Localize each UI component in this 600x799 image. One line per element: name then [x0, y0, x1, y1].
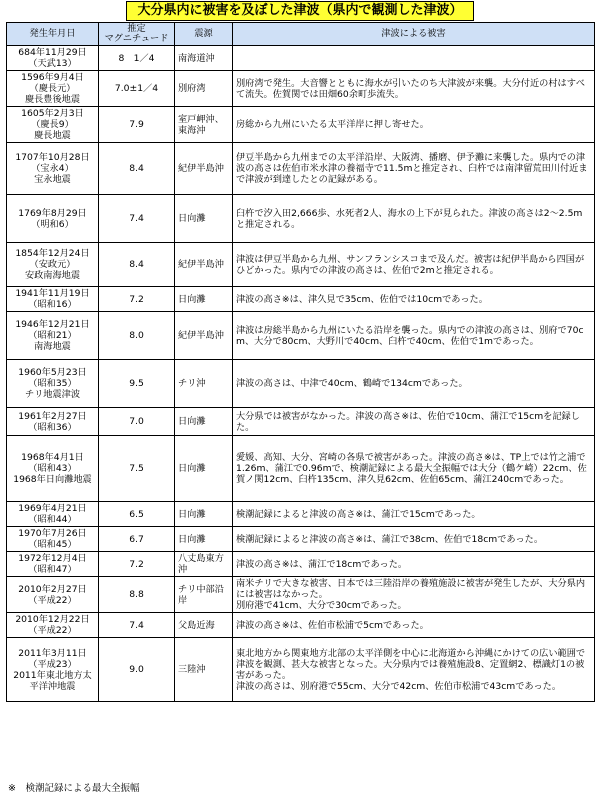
magnitude-cell: 7.0±1／4	[99, 71, 175, 107]
date-cell	[7, 408, 99, 436]
date-line: 1605年2月3日	[21, 108, 84, 119]
table-row	[7, 71, 595, 107]
table-row	[7, 195, 595, 243]
date-line: 1969年4月21日	[18, 503, 87, 514]
date-line: （昭和43）	[28, 463, 77, 474]
source-cell: 室戸岬沖、 東海沖	[175, 107, 233, 143]
date-line: （昭和45）	[28, 539, 77, 550]
damage-cell: 津波は伊豆半島から九州、サンフランシスコまで及んだ。被害は紀伊半島から四国がひどかった。県内での津波の高さは、佐伯で2mと推定される。	[233, 243, 595, 287]
damage-cell: 津波の高さ※は、佐伯市松浦で5cmであった。	[233, 613, 595, 638]
date-line: 1972年12月4日	[18, 553, 87, 564]
source-cell: 日向灘	[175, 502, 233, 527]
date-line: （平成23）	[28, 658, 77, 670]
date-cell	[7, 638, 99, 702]
date-cell	[7, 195, 99, 243]
damage-cell: 津波の高さは、中津で40cm、鶴崎で134cmであった。	[233, 360, 595, 408]
source-cell: 父島近海	[175, 613, 233, 638]
date-line: （宝永4）	[31, 163, 74, 174]
damage-cell: 津波の高さ※は、津久見で35cm、佐伯では10cmであった。	[233, 287, 595, 312]
damage-cell: 南米チリで大きな被害、日本では三陸沿岸の養殖施設に被害が発生したが、大分県内には被害はなかった。 別府港で41cm、大分で30cmであった。	[233, 577, 595, 613]
header-damage: 津波による被害	[233, 23, 595, 46]
source-cell: 三陸沖	[175, 638, 233, 702]
magnitude-cell: 7.4	[99, 613, 175, 638]
date-line: 1854年12月24日	[15, 248, 90, 259]
source-cell: 紀伊半島沖	[175, 143, 233, 195]
damage-cell: 検潮記録によると津波の高さ※は、蒲江で15cmであった。	[233, 502, 595, 527]
header-source: 震源	[175, 23, 233, 46]
table-row	[7, 436, 595, 502]
source-cell: チリ沖	[175, 360, 233, 408]
damage-cell: 東北地方から関東地方北部の太平洋側を中心に北海道から沖縄にかけての広い範囲で津波を観測、甚大な被害となった。大分県内では養殖施設8、定置網2、標識灯1の被害があった。 津波の高さは、別府港で55cm、大分で42cm、佐伯市松浦で43cmであった。	[233, 638, 595, 702]
magnitude-cell: 8.4	[99, 143, 175, 195]
date-line: （昭和44）	[28, 514, 77, 525]
date-line: （慶長元）	[29, 83, 76, 94]
date-line: （天武13）	[28, 58, 77, 69]
date-line: 1970年7月26日	[18, 528, 87, 539]
footnote: ※ 検潮記録による最大全振幅	[8, 783, 140, 794]
table-row	[7, 613, 595, 638]
date-line: （昭和47）	[28, 564, 77, 575]
date-line: （昭和35）	[28, 378, 77, 389]
header-date: 発生年月日	[7, 23, 99, 46]
date-line: （昭和21）	[28, 330, 77, 341]
source-cell: 日向灘	[175, 287, 233, 312]
damage-cell: 伊豆半島から九州までの太平洋沿岸、大阪湾、播磨、伊予灘に来襲した。県内での津波の高さは佐伯市米水津の養福寺で11.5mと推定され、臼杵では南津留荒田川付近まで津波が到達したとの記録がある。	[233, 143, 595, 195]
source-cell: 南海道沖	[175, 46, 233, 71]
table-row	[7, 107, 595, 143]
date-cell	[7, 360, 99, 408]
date-cell	[7, 436, 99, 502]
magnitude-cell: 6.5	[99, 502, 175, 527]
magnitude-cell: 7.2	[99, 287, 175, 312]
tsunami-table	[6, 22, 595, 702]
damage-cell: 津波の高さ※は、蒲江で18cmであった。	[233, 552, 595, 577]
table-row	[7, 46, 595, 71]
date-line: 1941年11月19日	[15, 288, 90, 299]
table-row	[7, 408, 595, 436]
date-line: 南海地震	[34, 341, 71, 352]
source-cell: 紀伊半島沖	[175, 243, 233, 287]
date-line: 1961年2月27日	[18, 410, 87, 422]
magnitude-cell: 7.2	[99, 552, 175, 577]
table-row	[7, 552, 595, 577]
table-body	[7, 46, 595, 702]
damage-cell: 房総から九州にいたる太平洋岸に押し寄せた。	[233, 107, 595, 143]
date-line: （平成22）	[28, 594, 77, 606]
date-cell	[7, 287, 99, 312]
magnitude-cell: 8.0	[99, 312, 175, 360]
date-line: （明和6）	[31, 218, 74, 230]
date-cell	[7, 46, 99, 71]
date-line: （昭和36）	[28, 421, 77, 433]
date-cell	[7, 107, 99, 143]
magnitude-cell: 8.8	[99, 577, 175, 613]
source-cell: 日向灘	[175, 408, 233, 436]
date-line: 1946年12月21日	[15, 319, 90, 330]
table-row	[7, 360, 595, 408]
table-row	[7, 502, 595, 527]
date-line: 2011年東北地方太平洋沖地震	[13, 669, 92, 692]
magnitude-cell: 6.7	[99, 527, 175, 552]
date-line: 1960年5月23日	[18, 367, 87, 378]
table-row	[7, 638, 595, 702]
source-cell: 日向灘	[175, 195, 233, 243]
date-line: 1968年4月1日	[21, 452, 84, 463]
table-row	[7, 312, 595, 360]
magnitude-cell: 8.4	[99, 243, 175, 287]
date-line: 1596年9月4日	[21, 72, 84, 83]
damage-cell	[233, 46, 595, 71]
magnitude-cell: 7.0	[99, 408, 175, 436]
damage-cell: 検潮記録によると津波の高さ※は、蒲江で38cm、佐伯で18cmであった。	[233, 527, 595, 552]
magnitude-cell: 9.0	[99, 638, 175, 702]
source-cell: 紀伊半島沖	[175, 312, 233, 360]
magnitude-cell: 7.4	[99, 195, 175, 243]
source-cell: 日向灘	[175, 527, 233, 552]
source-cell: チリ中部沿岸	[175, 577, 233, 613]
date-line: チリ地震津波	[24, 389, 81, 400]
date-line: 684年11月29日	[18, 47, 87, 58]
title-wrap	[0, 0, 600, 22]
damage-cell: 愛媛、高知、大分、宮崎の各県で被害があった。津波の高さ※は、TP上では竹之浦で1.26m、蒲江で0.96mで、検潮記録による最大全振幅では大分（鶴ケ崎）22cm、佐賀ノ関12cm、臼杵135cm、津久見62cm、佐伯65cm、蒲江240cmであった。	[233, 436, 595, 502]
date-line: 1707年10月28日	[15, 152, 90, 163]
header-magnitude: 推定 マグニチュード	[99, 23, 175, 46]
date-line: 2010年2月27日	[18, 583, 87, 595]
date-line: 安政南海地震	[24, 270, 81, 281]
damage-cell: 臼杵で汐入田2,666歩、水死者2人、海水の上下が見られた。津波の高さは2～2.5mと推定される。	[233, 195, 595, 243]
date-cell	[7, 527, 99, 552]
magnitude-cell: 9.5	[99, 360, 175, 408]
date-line: 2010年12月22日	[15, 614, 90, 625]
table-row	[7, 577, 595, 613]
table-row	[7, 287, 595, 312]
date-cell	[7, 143, 99, 195]
date-line: （安政元）	[29, 259, 76, 270]
page-title: 大分県内に被害を及ぼした津波（県内で観測した津波）	[126, 1, 473, 21]
damage-cell: 津波は房総半島から九州にいたる沿岸を襲った。県内での津波の高さは、別府で70cm、大分で80cm、大野川で40cm、臼杵で40cm、佐伯で1mであった。	[233, 312, 595, 360]
magnitude-cell: 7.9	[99, 107, 175, 143]
date-cell	[7, 71, 99, 107]
date-line: 宝永地震	[34, 174, 71, 185]
date-line: 1769年8月29日	[18, 207, 87, 219]
source-cell: 日向灘	[175, 436, 233, 502]
table-row	[7, 243, 595, 287]
damage-cell: 大分県では被害がなかった。津波の高さ※は、佐伯で10cm、蒲江で15cmを記録した。	[233, 408, 595, 436]
date-cell	[7, 613, 99, 638]
damage-cell: 別府湾で発生。大音響とともに海水が引いたのち大津波が来襲。大分付近の村はすべて流失。佐賀関では田畑60余町歩流失。	[233, 71, 595, 107]
date-line: （慶長9）	[31, 119, 74, 130]
date-cell	[7, 552, 99, 577]
table-row	[7, 527, 595, 552]
date-line: （平成22）	[28, 625, 77, 636]
table-row	[7, 143, 595, 195]
date-line: 2011年3月11日	[18, 647, 87, 659]
date-cell	[7, 312, 99, 360]
header-row	[7, 23, 595, 46]
date-line: 1968年日向灘地震	[13, 474, 92, 485]
source-cell: 別府湾	[175, 71, 233, 107]
magnitude-cell: 8 1／4	[99, 46, 175, 71]
source-cell: 八丈島東方沖	[175, 552, 233, 577]
date-cell	[7, 502, 99, 527]
magnitude-cell: 7.5	[99, 436, 175, 502]
date-cell	[7, 243, 99, 287]
date-line: 慶長豊後地震	[24, 94, 81, 105]
date-cell	[7, 577, 99, 613]
date-line: （昭和16）	[28, 299, 77, 310]
date-line: 慶長地震	[34, 130, 71, 141]
